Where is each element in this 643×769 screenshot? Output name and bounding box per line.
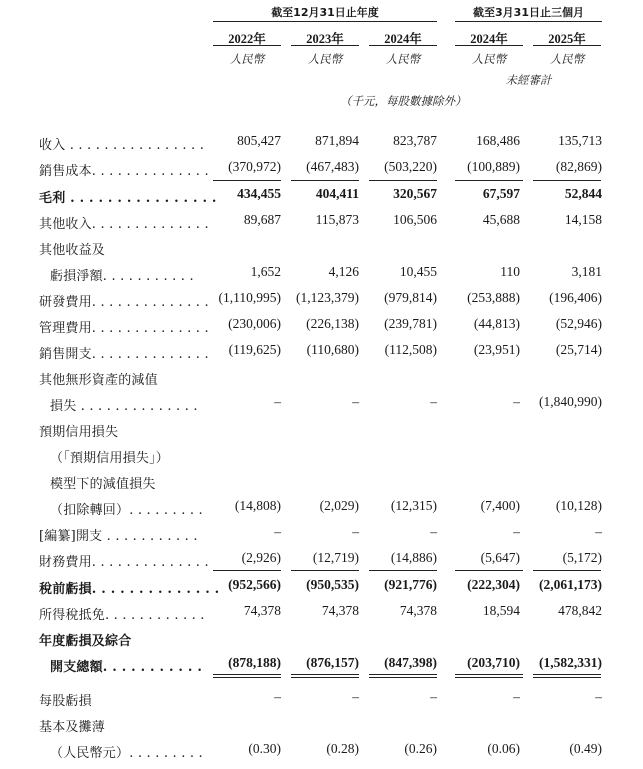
table-cell: (52,946)	[555, 316, 602, 331]
group-header-quarter-rule	[455, 21, 602, 22]
table-cell: 74,378	[243, 603, 281, 618]
table-cell: (370,972)	[228, 159, 281, 174]
table-cell: (876,157)	[306, 655, 359, 670]
table-cell: (226,138)	[306, 316, 359, 331]
table-cell: (0.49)	[569, 741, 602, 756]
table-cell: 67,597	[482, 186, 520, 201]
table-cell: 45,688	[482, 212, 520, 227]
table-cell: 168,486	[476, 133, 520, 148]
column-currency-2: 人民幣	[307, 52, 343, 66]
column-year-1: 2022年	[228, 32, 266, 46]
total-rule	[369, 674, 437, 675]
table-cell: 106,506	[393, 212, 437, 227]
table-cell: (222,304)	[467, 577, 520, 592]
total-rule	[291, 674, 359, 675]
table-cell: –	[430, 394, 437, 409]
table-cell: 4,126	[328, 264, 359, 279]
row-label: 開支總額. . . . . . . . . . .	[50, 660, 203, 675]
table-cell: 52,844	[564, 186, 602, 201]
column-year-3: 2024年	[384, 32, 422, 46]
column-year-rule-3	[369, 45, 437, 46]
table-cell: (112,508)	[384, 342, 437, 357]
group-header-year: 截至12月31日止年度	[271, 6, 379, 19]
group-header-year-rule	[213, 21, 437, 22]
table-cell: (10,128)	[555, 498, 602, 513]
row-label: 管理費用. . . . . . . . . . . . . .	[39, 321, 209, 336]
column-year-rule-5	[533, 45, 601, 46]
column-year-rule-1	[213, 45, 281, 46]
table-cell: (44,813)	[473, 316, 520, 331]
table-cell: (0.28)	[326, 741, 359, 756]
table-cell: 404,411	[315, 186, 359, 201]
table-cell: (203,710)	[467, 655, 520, 670]
table-cell: (2,061,173)	[539, 577, 602, 592]
subtotal-rule	[455, 570, 523, 571]
row-label: 其他收益及	[39, 243, 106, 258]
table-cell: (847,398)	[384, 655, 437, 670]
row-label: 所得稅抵免. . . . . . . . . . . .	[39, 608, 205, 623]
row-label: 銷售開支. . . . . . . . . . . . . .	[39, 347, 209, 362]
table-cell: 478,842	[558, 603, 602, 618]
column-currency-3: 人民幣	[385, 52, 421, 66]
table-cell: (878,188)	[228, 655, 281, 670]
table-cell: (1,123,379)	[296, 290, 359, 305]
table-cell: (14,808)	[234, 498, 281, 513]
total-rule	[213, 677, 281, 678]
column-currency-5: 人民幣	[549, 52, 585, 66]
row-label: 稅前虧損. . . . . . . . . . . . . .	[39, 582, 220, 597]
table-cell: (25,714)	[555, 342, 602, 357]
table-cell: 18,594	[482, 603, 520, 618]
table-cell: (1,840,990)	[539, 394, 602, 409]
row-label: 研發費用. . . . . . . . . . . . . .	[39, 295, 209, 310]
row-label: 其他無形資產的減值	[39, 373, 158, 388]
table-cell: (253,888)	[467, 290, 520, 305]
table-cell: –	[352, 524, 359, 539]
row-label: 收入 . . . . . . . . . . . . . . . .	[39, 138, 205, 153]
table-cell: 10,455	[399, 264, 437, 279]
table-cell: (0.06)	[487, 741, 520, 756]
table-cell: (230,006)	[228, 316, 281, 331]
subtotal-rule	[455, 180, 523, 181]
subtotal-rule	[533, 570, 601, 571]
table-cell: 74,378	[321, 603, 359, 618]
table-cell: (82,869)	[555, 159, 602, 174]
table-cell: –	[430, 524, 437, 539]
table-cell: (0.30)	[248, 741, 281, 756]
total-rule	[291, 677, 359, 678]
table-cell: –	[274, 394, 281, 409]
table-cell: 115,873	[315, 212, 359, 227]
row-label: 銷售成本. . . . . . . . . . . . . .	[39, 164, 209, 179]
column-currency-4: 人民幣	[471, 52, 507, 66]
table-cell: 14,158	[564, 212, 602, 227]
row-label: [編纂]開支 . . . . . . . . . . .	[39, 529, 198, 544]
row-label: （「預期信用損失」）	[50, 451, 170, 466]
row-label: 模型下的減值損失	[50, 477, 156, 492]
table-cell: –	[352, 689, 359, 704]
table-cell: –	[274, 524, 281, 539]
total-rule	[213, 674, 281, 675]
table-cell: (239,781)	[384, 316, 437, 331]
table-cell: (119,625)	[228, 342, 281, 357]
column-year-5: 2025年	[548, 32, 586, 46]
subtotal-rule	[369, 180, 437, 181]
units-note: （千元，每股數據除外）	[340, 94, 467, 108]
table-cell: (7,400)	[480, 498, 520, 513]
table-cell: (952,566)	[228, 577, 281, 592]
table-cell: –	[595, 689, 602, 704]
column-year-rule-4	[455, 45, 523, 46]
total-rule	[369, 677, 437, 678]
row-label: 其他收入. . . . . . . . . . . . . .	[39, 217, 209, 232]
table-cell: 805,427	[237, 133, 281, 148]
table-cell: (2,926)	[241, 550, 281, 565]
total-rule	[455, 674, 523, 675]
table-cell: –	[513, 689, 520, 704]
table-cell: –	[513, 524, 520, 539]
row-label: （扣除轉回）. . . . . . . . .	[50, 503, 203, 518]
table-cell: (1,110,995)	[218, 290, 281, 305]
column-year-rule-2	[291, 45, 359, 46]
table-cell: 89,687	[243, 212, 281, 227]
table-cell: 320,567	[393, 186, 437, 201]
column-year-4: 2024年	[470, 32, 508, 46]
table-cell: (5,172)	[562, 550, 602, 565]
group-header-quarter: 截至3月31日止三個月	[473, 6, 584, 19]
table-cell: (1,582,331)	[539, 655, 602, 670]
table-cell: 871,894	[315, 133, 359, 148]
table-cell: 135,713	[558, 133, 602, 148]
table-cell: (2,029)	[319, 498, 359, 513]
total-rule	[455, 677, 523, 678]
table-cell: (23,951)	[473, 342, 520, 357]
row-label: 虧損淨額. . . . . . . . . . .	[50, 269, 194, 284]
table-cell: (196,406)	[549, 290, 602, 305]
row-label: 財務費用. . . . . . . . . . . . . .	[39, 555, 209, 570]
table-cell: –	[274, 689, 281, 704]
table-cell: 823,787	[393, 133, 437, 148]
row-label: 預期信用損失	[39, 425, 119, 440]
table-cell: –	[513, 394, 520, 409]
subtotal-rule	[533, 180, 601, 181]
row-label: 基本及攤薄	[39, 720, 106, 735]
column-currency-1: 人民幣	[229, 52, 265, 66]
table-cell: (12,719)	[312, 550, 359, 565]
total-rule	[533, 674, 601, 675]
table-cell: (12,315)	[390, 498, 437, 513]
unaudited-note: 未經審計	[505, 73, 552, 87]
table-cell: 110	[500, 264, 520, 279]
subtotal-rule	[213, 570, 281, 571]
table-cell: –	[352, 394, 359, 409]
table-cell: (14,886)	[390, 550, 437, 565]
row-label: （人民幣元）. . . . . . . . .	[50, 746, 203, 761]
subtotal-rule	[213, 180, 281, 181]
column-year-2: 2023年	[306, 32, 344, 46]
table-cell: 434,455	[237, 186, 281, 201]
table-cell: (0.26)	[404, 741, 437, 756]
row-label: 損失 . . . . . . . . . . . . . .	[50, 399, 198, 414]
row-label: 每股虧損	[39, 694, 92, 709]
table-cell: –	[595, 524, 602, 539]
table-cell: –	[430, 689, 437, 704]
table-cell: 1,652	[250, 264, 281, 279]
table-cell: 74,378	[399, 603, 437, 618]
subtotal-rule	[369, 570, 437, 571]
subtotal-rule	[291, 570, 359, 571]
table-cell: (979,814)	[384, 290, 437, 305]
table-cell: (110,680)	[306, 342, 359, 357]
table-cell: (921,776)	[384, 577, 437, 592]
table-cell: 3,181	[571, 264, 602, 279]
subtotal-rule	[291, 180, 359, 181]
total-rule	[533, 677, 601, 678]
table-cell: (503,220)	[384, 159, 437, 174]
table-cell: (950,535)	[306, 577, 359, 592]
row-label: 年度虧損及綜合	[39, 634, 132, 649]
table-cell: (5,647)	[480, 550, 520, 565]
row-label: 毛利 . . . . . . . . . . . . . . . .	[39, 191, 217, 206]
table-cell: (100,889)	[467, 159, 520, 174]
table-cell: (467,483)	[306, 159, 359, 174]
